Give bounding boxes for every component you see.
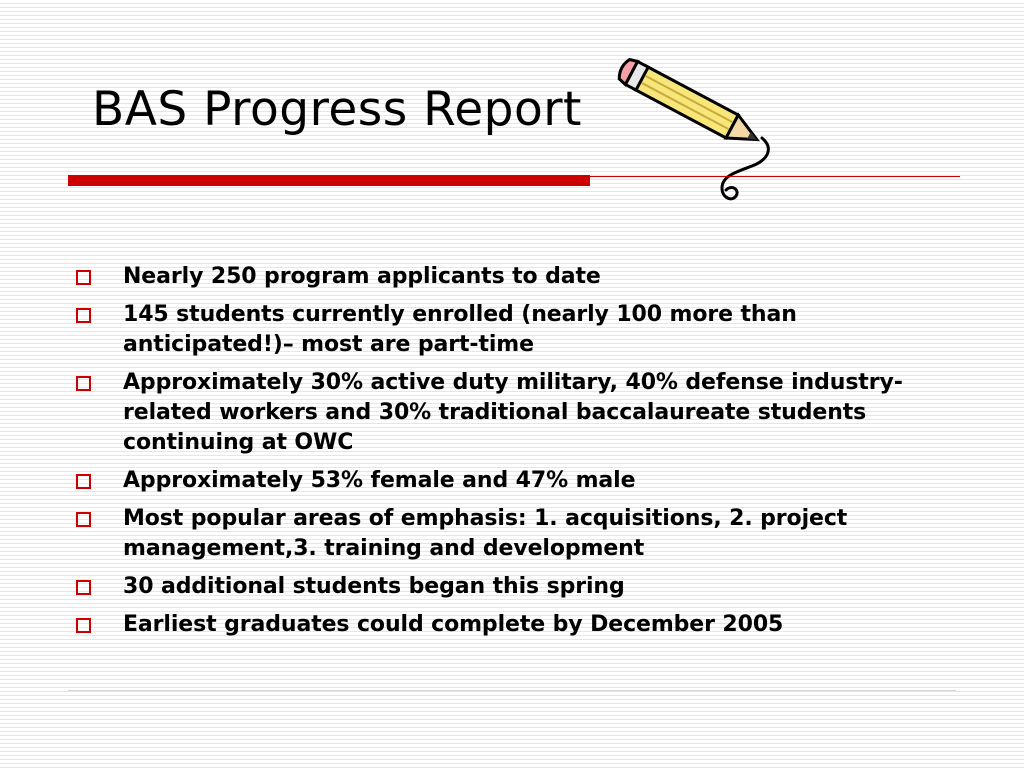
bullet-text: Most popular areas of emphasis: 1. acquisitions, 2. project management,3. training and development <box>123 506 848 561</box>
bullet-text: 30 additional students began this spring <box>123 574 625 599</box>
hollow-square-icon <box>76 580 91 595</box>
bullet-text: Nearly 250 program applicants to date <box>123 264 601 289</box>
bullet-text: 145 students currently enrolled (nearly 100 more than anticipated!)– most are part-time <box>123 302 797 357</box>
bullet-item <box>74 610 964 640</box>
title-underline <box>68 175 590 186</box>
slide-title: BAS Progress Report <box>92 82 582 137</box>
bullet-text: Earliest graduates could complete by December 2005 <box>123 612 784 637</box>
bullet-item <box>74 466 964 496</box>
hollow-square-icon <box>76 474 91 489</box>
bullet-item <box>74 504 964 564</box>
bullet-item <box>74 262 964 292</box>
bullet-item <box>74 300 964 360</box>
bullet-text: Approximately 53% female and 47% male <box>123 468 636 493</box>
bullet-list <box>74 262 964 648</box>
hollow-square-icon <box>76 512 91 527</box>
hollow-square-icon <box>76 376 91 391</box>
bullet-item <box>74 368 964 458</box>
bullet-item <box>74 572 964 602</box>
title-underline-thin <box>590 176 960 177</box>
hollow-square-icon <box>76 270 91 285</box>
hollow-square-icon <box>76 618 91 633</box>
bullet-text: Approximately 30% active duty military, 40% defense industry-related workers and 30% traditional baccalaureate students continuing at OWC <box>123 370 903 455</box>
hollow-square-icon <box>76 308 91 323</box>
footer-divider <box>68 690 956 691</box>
pencil-icon <box>612 56 780 212</box>
